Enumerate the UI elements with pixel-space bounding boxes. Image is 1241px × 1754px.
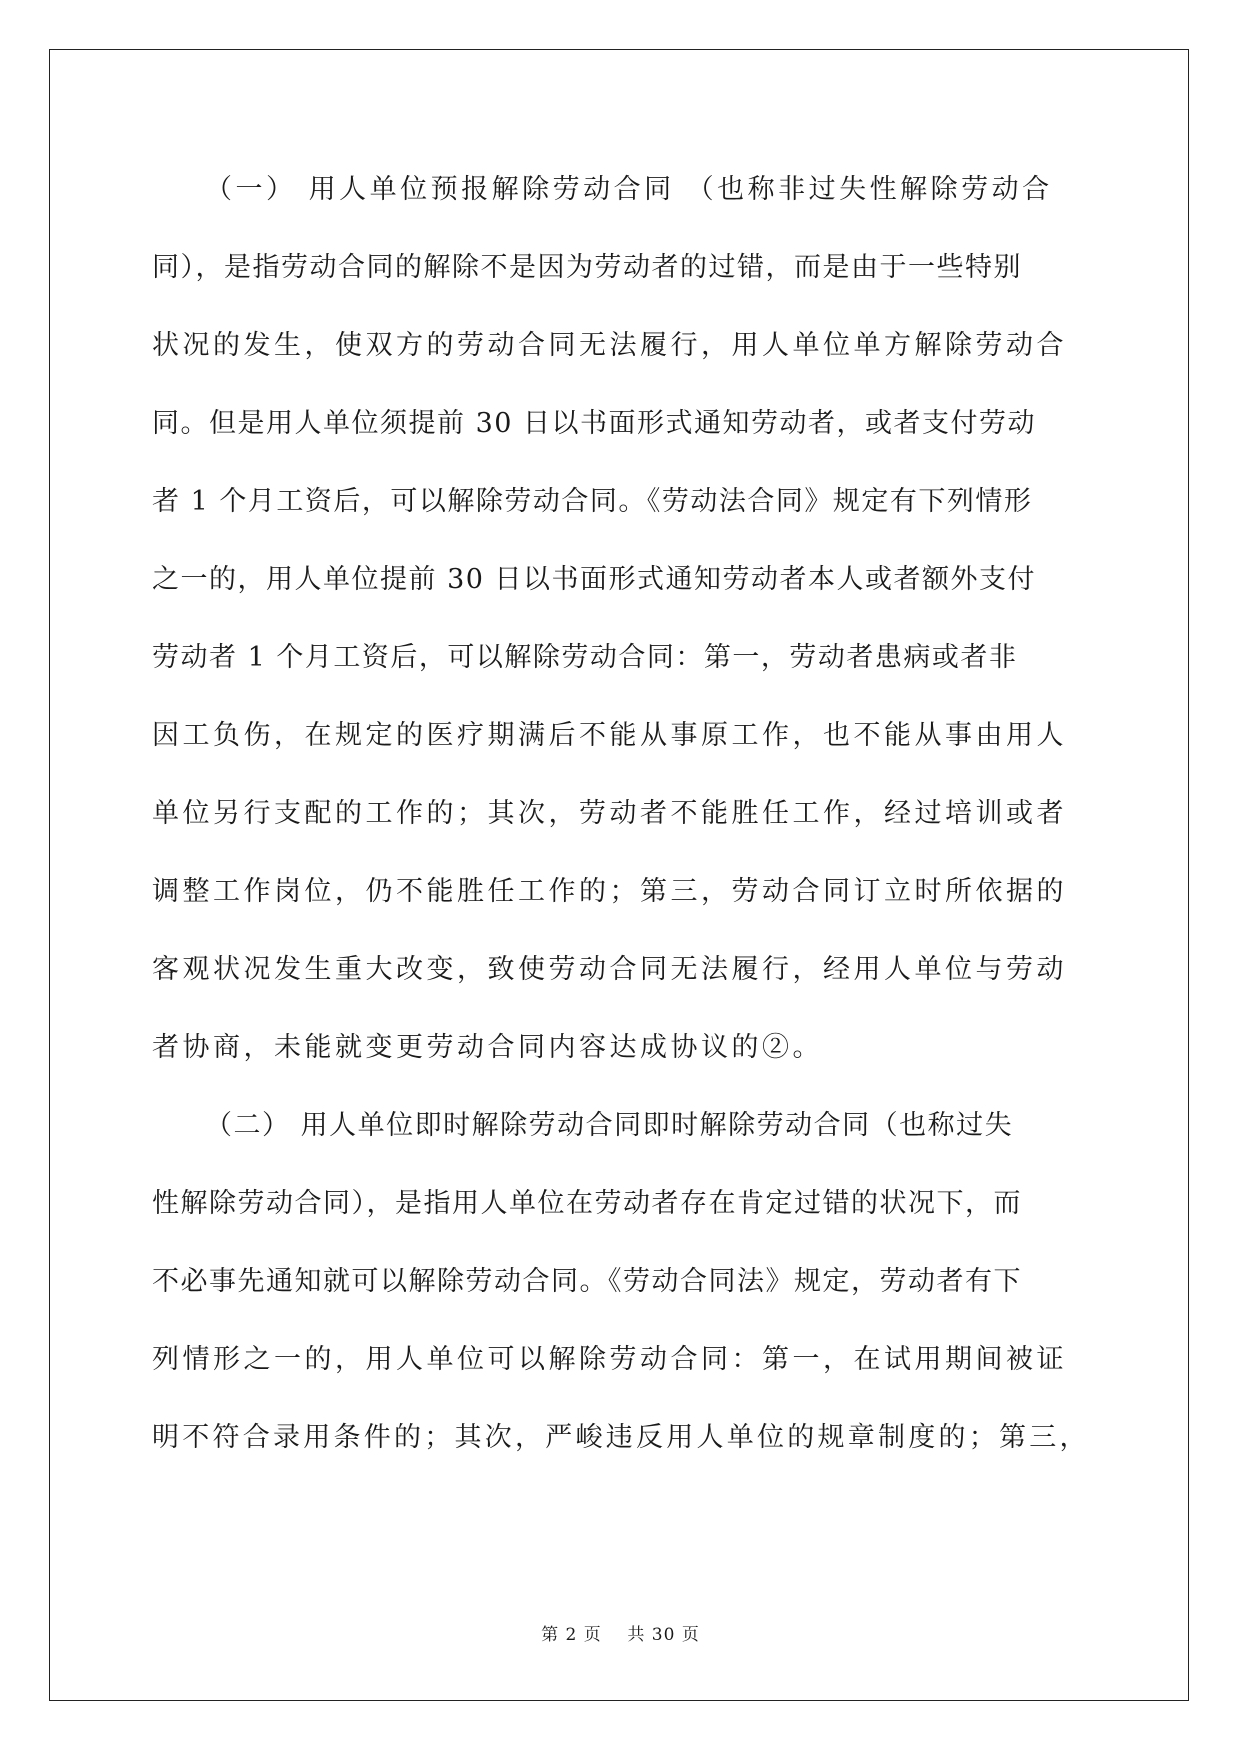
paragraph-1-line-9: 单位另行支配的工作的；其次，劳动者不能胜任工作，经过培训或者: [152, 798, 1067, 829]
page-number: 第 2 页: [541, 1625, 602, 1645]
paragraph-1-line-2: 同），是指劳动合同的解除不是因为劳动者的过错，而是由于一些特别: [152, 252, 1022, 283]
paragraph-1-line-11: 客观状况发生重大改变，致使劳动合同无法履行，经用人单位与劳动: [152, 954, 1067, 985]
paragraph-2-line-2: 性解除劳动合同），是指用人单位在劳动者存在肯定过错的状况下，而: [152, 1188, 1022, 1219]
paragraph-1-line-12: 者协商，未能就变更劳动合同内容达成协议的②。: [152, 1032, 823, 1063]
total-pages: 共 30 页: [627, 1625, 700, 1645]
paragraph-1-line-3: 状况的发生，使双方的劳动合同无法履行，用人单位单方解除劳动合: [152, 330, 1067, 361]
paragraph-1-line-4: 同。但是用人单位须提前 30 日以书面形式通知劳动者，或者支付劳动: [152, 408, 1037, 439]
paragraph-1-line-10: 调整工作岗位，仍不能胜任工作的；第三，劳动合同订立时所依据的: [152, 876, 1067, 907]
paragraph-2-line-1: （二） 用人单位即时解除劳动合同即时解除劳动合同（也称过失: [205, 1110, 1014, 1141]
paragraph-1-line-5: 者 1 个月工资后，可以解除劳动合同。《劳动法合同》规定有下列情形: [152, 486, 1033, 517]
paragraph-2-line-5: 明不符合录用条件的；其次，严峻违反用人单位的规章制度的；第三，: [152, 1422, 1090, 1453]
footer-spacer: [602, 1625, 628, 1645]
paragraph-1-line-8: 因工负伤，在规定的医疗期满后不能从事原工作，也不能从事由用人: [152, 720, 1067, 751]
paragraph-1-line-6: 之一的，用人单位提前 30 日以书面形式通知劳动者本人或者额外支付: [152, 564, 1037, 595]
paragraph-1-line-7: 劳动者 1 个月工资后，可以解除劳动合同：第一，劳动者患病或者非: [152, 642, 1018, 673]
page-footer: [0, 1623, 1241, 1647]
paragraph-2-line-3: 不必事先通知就可以解除劳动合同。《劳动合同法》规定，劳动者有下: [152, 1266, 1022, 1297]
paragraph-1-line-1: （一） 用人单位预报解除劳动合同 （也称非过失性解除劳动合: [205, 174, 1053, 205]
paragraph-2-line-4: 列情形之一的，用人单位可以解除劳动合同：第一，在试用期间被证: [152, 1344, 1067, 1375]
